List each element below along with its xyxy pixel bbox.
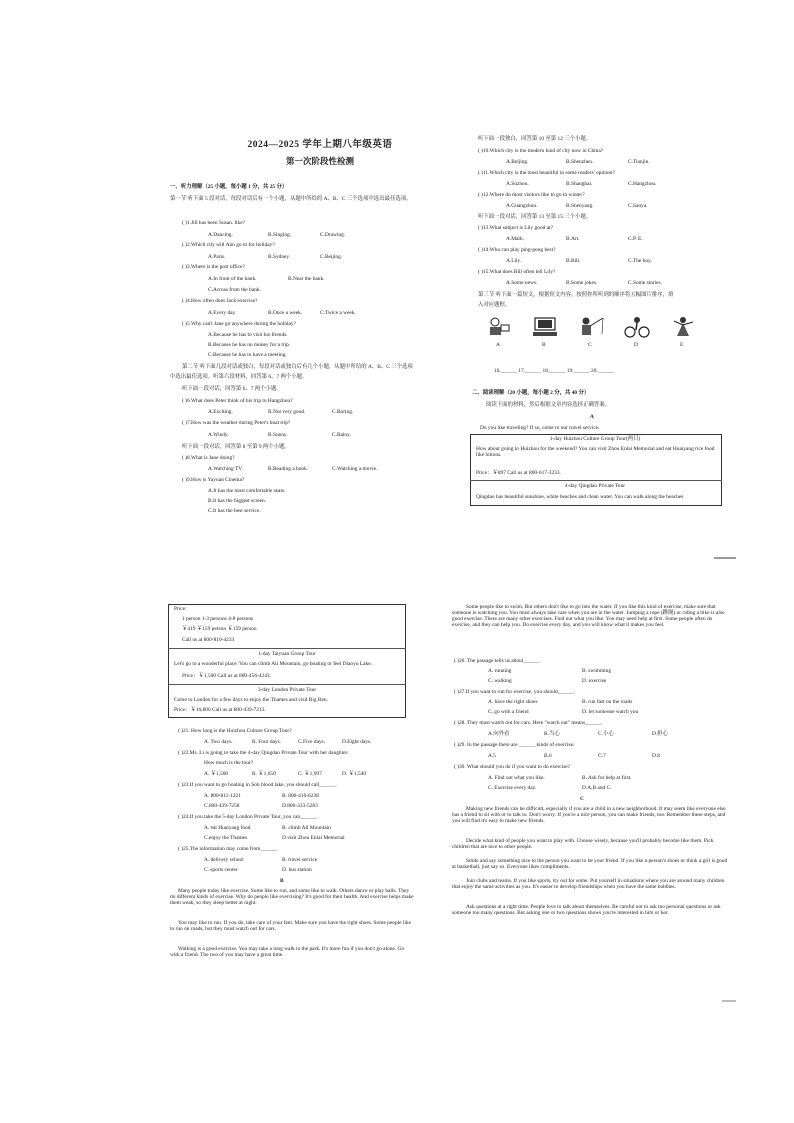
- picture-label: D: [634, 342, 638, 348]
- option: C.enjoy the Thames: [204, 835, 248, 841]
- option: A. ￥1,500: [204, 771, 229, 777]
- question: ( )1.Jill has been Susan. like?: [182, 220, 246, 226]
- dancing-girl-image: [670, 316, 696, 338]
- paragraph: Smile and say something nice to the person you want to be your friend. If you like a person's shoes or think a girl is good at basketball, just say so. Everyone likes compliments.: [452, 858, 728, 870]
- option: A. running: [488, 668, 512, 674]
- option: C.The boy.: [628, 258, 652, 264]
- ad-line: Price:: [174, 606, 187, 612]
- passage-letter: A: [590, 414, 594, 420]
- paragraph: Making new friends can be difficult, especially if you are a child in a new neighborhood. It may seem like everyone else has a friend to sit with or to talk to. Don't worry. If you're a nice person, you can make friends, too. Remember these steps, and you will find it's easy to make new friends.: [452, 806, 726, 824]
- option: D. exercise: [582, 678, 607, 684]
- exam-subtitle: 第一次阶段性检测: [285, 156, 354, 166]
- option: D. let someone watch you: [582, 709, 639, 715]
- question: ( )9.How is Yayuan Cinema?: [182, 477, 245, 483]
- paragraph: Decide what kind of people you want to play with. Choose wisely, because you'll probably become like them. Pick children that are nice to other people.: [452, 838, 714, 850]
- option: A. 800-811-1221: [204, 793, 241, 799]
- fishing-man-image: [578, 316, 604, 338]
- question: ( )23.If you want to go boating in Soh blood lake, you should call______.: [178, 782, 337, 788]
- instruction: 听下面一段独白，回答第 10 至第 12 三个小题。: [478, 136, 592, 142]
- option: D.担心: [652, 731, 669, 737]
- ad-body: How about going to Huizhou for the weekend? You can visit Zhou Enlai Memorial and eat Huaiyang rice food like lotions.: [476, 446, 715, 458]
- instruction: 中选出最佳选项。听第六段材料，回答第 6、7 两个小题。: [170, 374, 308, 380]
- option: C.Sanya.: [628, 203, 648, 209]
- question: ( )6.What does Peter think of his trip to Hangzhou?: [182, 398, 293, 404]
- question: ( )30. What should you do if you want to do exercise?: [454, 764, 571, 770]
- option: B.当心: [544, 731, 560, 737]
- question: ( )3.Where is the post office?: [182, 264, 245, 270]
- question: ( )5.Why can't Jane go anywhere during the holiday?: [182, 321, 296, 327]
- divider: [168, 648, 406, 649]
- instruction: 听下面一段对话，回答第 13 至第 15 三个小题。: [478, 214, 592, 220]
- option: A.It has the most comfortable seats.: [208, 488, 286, 494]
- paragraph: Walking is a good exercise. You may take a long walk in the park. It's more fun if you don't go alone. Go with a friend. The two of you may have a great time.: [170, 946, 405, 958]
- option: B. run fast on the roads: [582, 699, 633, 705]
- option: A.5: [488, 753, 496, 759]
- option: A.Lily.: [506, 258, 522, 264]
- option: C. walking: [488, 678, 512, 684]
- option: A.In front of the bank.: [208, 276, 257, 282]
- option: A. delivery school: [204, 857, 244, 863]
- option: C.Tianjin.: [628, 159, 650, 165]
- option: B. Four days.: [252, 739, 282, 745]
- option: D.Eight days.: [342, 739, 372, 745]
- question: ( )29. In the passage there are ______ kinds of exercise.: [454, 742, 575, 748]
- option: C.Hangzhou.: [628, 181, 657, 187]
- picture-label: B: [542, 342, 546, 348]
- ad-body: Come to London for a few days to enjoy the Thames and visit Big Ben.: [174, 697, 328, 703]
- option: C.Drawing.: [320, 232, 346, 238]
- option: A.Suzhou.: [506, 181, 529, 187]
- question: ( )12.Where do most visitors like to go in winter?: [478, 192, 585, 198]
- divider: [168, 684, 406, 685]
- option: B.Sunny.: [268, 432, 288, 438]
- option: D.A,B and C.: [582, 785, 612, 791]
- instruction: 听下面一段对话，回答第 8 至第 9 两个小题。: [182, 444, 290, 450]
- option: D. ￥1,540: [342, 771, 367, 777]
- answer-blanks[interactable]: 16.______ 17.______ 18.______ 19.______ 20.______: [494, 368, 614, 374]
- question: ( )15.What does Bill often tell Lily?: [478, 269, 556, 275]
- option: B. climb Ali Mountain: [282, 825, 331, 831]
- option: A.Some news.: [506, 280, 538, 286]
- exam-page-1: [160, 128, 480, 528]
- option: B. travel service: [282, 857, 318, 863]
- instruction: 入对应题框。: [478, 302, 511, 308]
- option: B.Bill.: [566, 258, 581, 264]
- instruction: 第一节 听下面 5 段对话，每段对话后有一个小题，从题中所给的 A、B、C 三个选项中选出最佳选项。: [170, 196, 412, 202]
- question: ( )13.What subject is Lily good at?: [478, 225, 554, 231]
- question: ( )11.Which city is the most beautiful in some readers' opinion?: [478, 170, 615, 176]
- instruction: 听下面一段对话，回答第 6、7 两个小题。: [182, 386, 282, 392]
- option: D. bus station: [282, 867, 312, 873]
- question: ( )2.Which city will Ann go to for holiday?: [182, 242, 275, 248]
- option: A.Guangzhou.: [506, 203, 538, 209]
- ad-price: Price：￥897 Call us at 800-617-3233.: [476, 470, 561, 476]
- exam-page-4: [448, 600, 736, 980]
- paragraph: Join clubs and teams. If you like sports, try out for some. Put yourself in situations where you are around many children that enjoy the same activities as you. It's easier to develop friendships when you have the same hobbies.: [452, 878, 725, 890]
- option: C.Because he has to have a meeting.: [208, 352, 287, 358]
- option: C.Some stories.: [628, 280, 662, 286]
- question: ( )21. How long is the Huizhou Culture Group Tour?: [178, 728, 292, 734]
- paragraph: You may like to run. If you do, take care of your feet. Make sure you have the right shoes. Some people like to run on roads, but they must watch out for cars.: [170, 920, 411, 932]
- ad-title: 1-day Taiyuan Group Tour: [258, 651, 316, 657]
- picture-row: [486, 316, 716, 356]
- question: ( )8.What is Jane doing?: [182, 455, 235, 461]
- option: B.Near the bank.: [288, 276, 325, 282]
- ad-body: Let's go to a wonderful place. You can climb Ali Mountain, go boating or feel Diaoyu Lake.: [174, 661, 372, 667]
- option: B.Once a week.: [268, 310, 303, 316]
- option: C.Twice a week.: [320, 310, 356, 316]
- instruction: 第二节 听下面几段对话或独白，每段对话或独白后有几个小题，从题中所给的 A、B、C 三个选项: [182, 364, 413, 370]
- paragraph: Some people like to swim. But others don't like to go into the water. If you like this kind of exercise, make sure that someone is watching you. You must always take care when you are in the water. Jumping a rope (跳绳) or riding a bike is also good exercise. There are many other exercises. Find out what you like. You may need help at first. Some people often do exercise, and they can help you. Do exercise every day, and you will know what it makes you feel.: [452, 604, 725, 628]
- option: A.Exciting.: [208, 409, 233, 415]
- question: ( )14.Who can play ping-pong best?: [478, 247, 556, 253]
- option: C.P. E.: [628, 236, 643, 242]
- option: D.8: [652, 753, 660, 759]
- option: C.Rainy.: [332, 432, 351, 438]
- divider: [470, 480, 722, 481]
- option: B. swimming: [582, 668, 612, 674]
- picture-label: C: [588, 342, 592, 348]
- cycling-image: [624, 316, 650, 338]
- option: A.Windy.: [208, 432, 229, 438]
- section-heading: 一、听力理解（25 小题，每小题 1 分，共 25 分）: [170, 184, 288, 190]
- option: A.Every day.: [208, 310, 237, 316]
- option: C.Boring.: [332, 409, 354, 415]
- question: ( )25.The information may come from______.: [178, 846, 278, 852]
- ad-intro: Do you like traveling? If so, come to our travel service.: [480, 425, 600, 431]
- ad-line: Call us at 800-810-4233: [182, 637, 235, 643]
- option: B.Shenzhen.: [566, 159, 594, 165]
- computer-desk-image: [532, 316, 558, 338]
- option: A. Find out what you like.: [488, 775, 545, 781]
- option: A. Two days.: [204, 739, 233, 745]
- exam-page-2: [466, 128, 726, 528]
- option: B. Ask for help at first.: [582, 775, 632, 781]
- ad-price: Price：￥16,800 Call us at 800-439-7213.: [174, 707, 266, 713]
- ad-body: Qingdao has beautiful sunshine, white beaches and clean water. You can walk along the beaches: [476, 494, 684, 500]
- question: ( )4.How often does Jack exercise?: [182, 298, 258, 304]
- option: B. 800-410-6238: [282, 793, 319, 799]
- option: B.Singing.: [268, 232, 292, 238]
- question: ( )7.How was the weather during Peter's boat trip?: [182, 420, 291, 426]
- option: C. ￥1,997: [298, 771, 322, 777]
- ad-line: 1 person 1-3 persons 4-8 persons: [182, 616, 254, 622]
- ad-title: 1-day Huizhou Culture Group Tour(两日): [549, 436, 641, 442]
- option: A.Dancing.: [208, 232, 233, 238]
- ad-line: ￥419 ￥159 person ￥159 person: [182, 626, 257, 632]
- option: A. eat Huaiyang food: [204, 825, 251, 831]
- option: C.Across from the bank.: [208, 287, 261, 293]
- question: ( )26. The passage tells us about______.: [454, 658, 541, 664]
- option: B.Not very good.: [268, 409, 306, 415]
- option: B.6: [544, 753, 552, 759]
- picture-label: A: [496, 342, 500, 348]
- instruction: 第三节 听下面一篇短文，根据短文内容，按照你所听到的顺序将五幅图片排序，填: [478, 292, 674, 298]
- option: A.Beijing.: [506, 159, 529, 165]
- question: ( )10.Which city is the modern kind of city now in China?: [478, 148, 604, 154]
- section-heading: 二、阅读理解（20 小题，每小题 2 分，共 40 分）: [472, 390, 590, 396]
- scan-mark: [714, 557, 736, 559]
- option: C.800-439-7258: [204, 803, 240, 809]
- option: A.Because he has to visit his friends.: [208, 332, 288, 338]
- option: C.Five days.: [298, 739, 326, 745]
- option: A. have the right shoes: [488, 699, 538, 705]
- option: C. sports center: [204, 867, 238, 873]
- question: ( )24.If you take the 5-day London Private Tour, you can______.: [178, 814, 318, 820]
- option: C. go with a friend: [488, 709, 529, 715]
- option: B.Shanghai.: [566, 181, 593, 187]
- option: D.800-333-5283: [282, 803, 318, 809]
- paragraph: Ask questions at a right time. People love to talk about themselves. Be careful not to ask too personal questions or ask someone too many questions. But asking one or two questions shows you're interested in him or her.: [452, 904, 721, 916]
- instruction: 阅读下面的材料，然后根据文章内容选择正确答案。: [486, 402, 610, 408]
- option: C.小心: [598, 731, 614, 737]
- option: B.Some jokes.: [566, 280, 598, 286]
- picture-label: E: [680, 342, 684, 348]
- option: D.visit Zhou Enlai Memorial: [282, 835, 345, 841]
- option: A.向外看: [488, 731, 510, 737]
- reading-boy-image: [486, 316, 512, 338]
- ad-price: Price：￥1,500 Call us at 800-456-4243.: [182, 673, 271, 679]
- paragraph: Many people today like exercise. Some like to run, and some like to walk. Others dance or play balls. They do different kinds of exercise. Why do people like exercising? It's good for their health. And exercise helps make them weak, so they sleep better at night.: [170, 888, 414, 906]
- option: B.Because he has no money for a trip.: [208, 342, 291, 348]
- option: C.Beijing.: [320, 254, 343, 260]
- question: ( )22.Ms. Li is going to take the 4-day Qingdao Private Tour with her daughter.: [178, 750, 349, 756]
- question: ( )28. They must watch out for cars. Here "watch out" means______.: [454, 720, 603, 726]
- ad-title: 4-day Qingdao Private Tour: [564, 483, 626, 489]
- question: How much is the tour?: [204, 760, 254, 766]
- question: ( )27.If you want to run for exercise, you should______.: [454, 689, 576, 695]
- passage-letter: C: [580, 796, 584, 802]
- option: C. Exercise every day.: [488, 785, 537, 791]
- option: C.7: [598, 753, 606, 759]
- option: B.Art.: [566, 236, 580, 242]
- option: C.It has the best service.: [208, 508, 261, 514]
- option: B.Shenyang.: [566, 203, 594, 209]
- ad-title: 3-day London Private Tour: [257, 687, 317, 693]
- option: B. ￥1,650: [252, 771, 276, 777]
- option: A.Watching TV.: [208, 466, 243, 472]
- option: B.It has the biggest screen.: [208, 498, 267, 504]
- exam-title: 2024—2025 学年上期八年级英语: [247, 140, 393, 150]
- option: B.Sydney.: [268, 254, 291, 260]
- option: B.Reading a book.: [268, 466, 309, 472]
- exam-page-3: [168, 600, 416, 980]
- passage-letter: B: [280, 878, 284, 884]
- option: C.Watching a movie.: [332, 466, 378, 472]
- option: A.Paris.: [208, 254, 226, 260]
- scan-mark: [722, 1000, 736, 1002]
- option: A.Math.: [506, 236, 524, 242]
